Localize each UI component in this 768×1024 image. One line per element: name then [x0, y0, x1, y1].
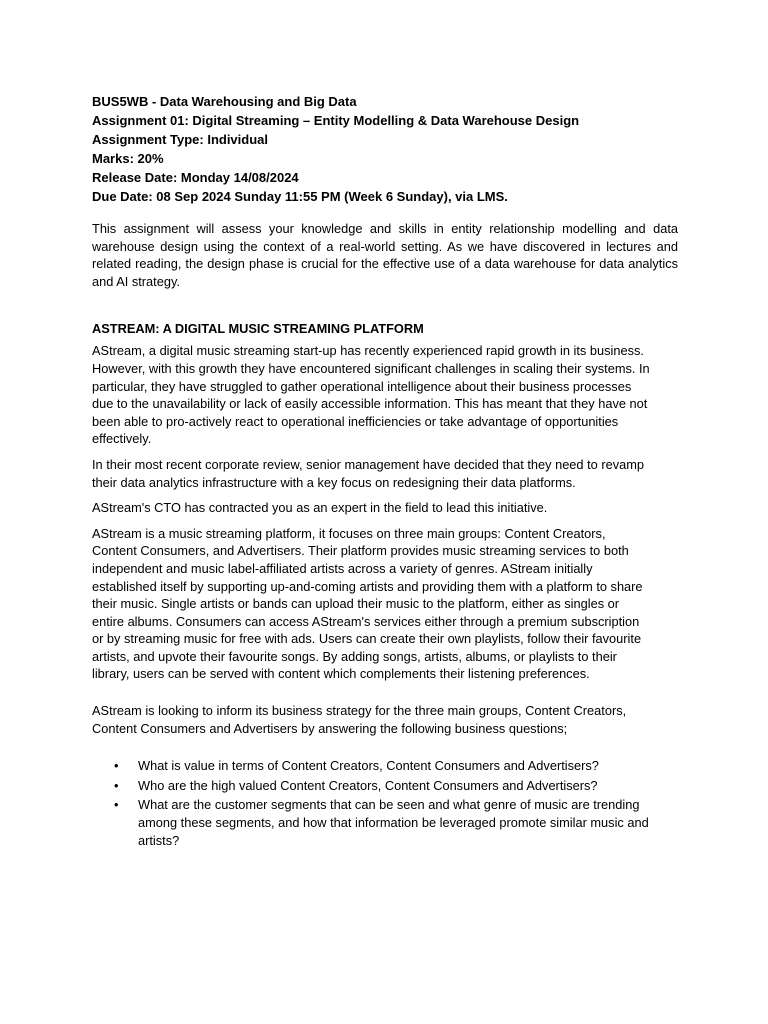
section-heading: ASTREAM: A DIGITAL MUSIC STREAMING PLATFORM — [92, 321, 424, 337]
assignment-type: Assignment Type: Individual — [92, 132, 269, 147]
list-item-text: Who are the high valued Content Creators, Content Consumers and Advertisers? — [138, 777, 598, 793]
list-item-text: What is value in terms of Content Creators, Content Consumers and Advertisers? — [138, 758, 599, 774]
bullet-icon: • — [114, 758, 119, 774]
paragraph-platform: AStream is a music streaming platform, it focuses on three main groups: Content Creators, Content Consumers, and Advertisers. Their platform provides music streaming services to both independent and music label-affiliated artists across a variety of genres. AStream initially established itself by supporting up-and-coming artists and providing them with a platform to share their music. Single artists or bands can upload their music to the platform, either as singles or entire albums. Consumers can access AStream's services either through a premium subscription or by streaming music for free with ads. Users can create their own playlists, follow their favourite artists, and upvote their favourite songs. By adding songs, artists, albums, or playlists to their library, users can be served with content which complements their listening preferences. — [92, 525, 643, 682]
business-questions-list — [92, 757, 678, 849]
document-content — [92, 92, 678, 851]
paragraph-background: AStream, a digital music streaming start-up has recently experienced rapid growth in its business. However, with this growth they have encountered significant challenges in scaling their systems. In particular, they have struggled to gather operational intelligence about their business processes due to the unavailability or lack of easily accessible information. This has meant that they have not been able to pro-actively react to operational inefficiencies or take advantage of opportunities effectively. — [92, 343, 650, 447]
marks: Marks: 20% — [92, 151, 164, 166]
list-item — [92, 796, 678, 849]
bullet-icon: • — [114, 777, 119, 793]
list-item — [92, 777, 678, 795]
bullet-icon: • — [114, 797, 119, 813]
paragraph-corporate-review: In their most recent corporate review, senior management have decided that they need to revamp their data analytics infrastructure with a key focus on redesigning their data platforms. — [92, 456, 644, 490]
assignment-title: Assignment 01: Digital Streaming – Entity Modelling & Data Warehouse Design — [92, 113, 580, 128]
paragraph-cto: AStream's CTO has contracted you as an expert in the field to lead this initiative. — [92, 500, 548, 516]
due-date: Due Date: 08 Sep 2024 Sunday 11:55 PM (Week 6 Sunday), via LMS. — [92, 189, 508, 204]
paragraph-business-strategy: AStream is looking to inform its business strategy for the three main groups, Content Creators, Content Consumers and Advertisers by answering the following business questions; — [92, 703, 627, 736]
list-item-text: What are the customer segments that can be seen and what genre of music are trending among these segments, and how that information be leveraged promote similar music and artists? — [138, 797, 649, 848]
course-title: BUS5WB - Data Warehousing and Big Data — [92, 94, 357, 109]
intro-paragraph: This assignment will assess your knowledge and skills in entity relationship modelling and data warehouse design using the context of a real-world setting. As we have discovered in lectures and related reading, the design phase is crucial for the effective use of a data warehouse for data analytics and AI strategy. — [92, 221, 678, 289]
list-item — [92, 757, 678, 775]
assignment-header — [92, 92, 678, 206]
release-date: Release Date: Monday 14/08/2024 — [92, 170, 299, 185]
